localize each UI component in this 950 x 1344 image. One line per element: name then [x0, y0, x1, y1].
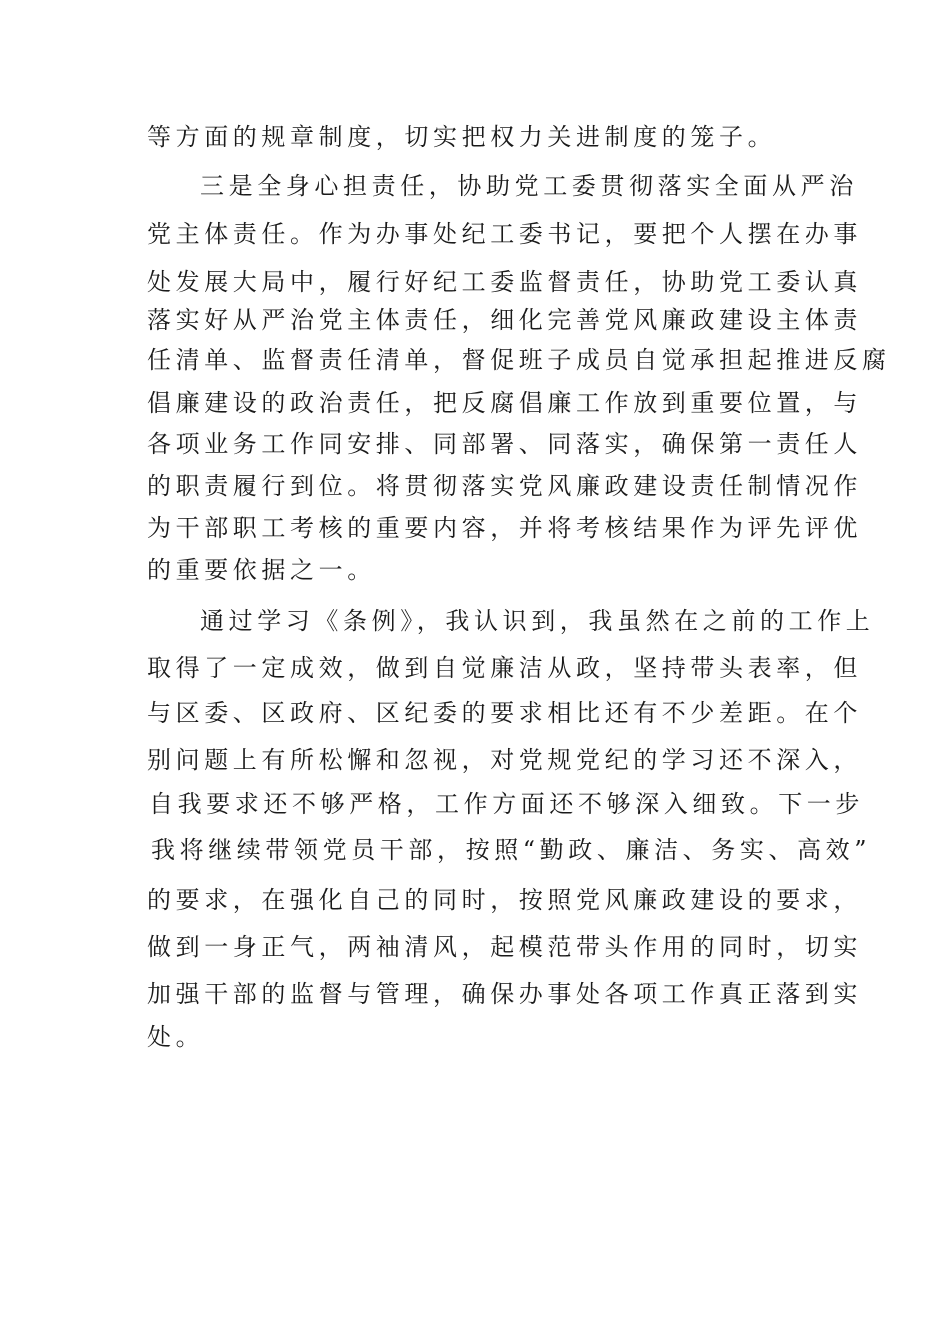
text-line: 各项业务工作同安排、同部署、同落实，确保第一责任人: [147, 430, 862, 458]
text-line: 任清单、监督责任清单，督促班子成员自觉承担起推进反腐: [147, 346, 891, 374]
text-line: 处发展大局中，履行好纪工委监督责任，协助党工委认真: [147, 268, 862, 296]
text-line: 落实好从严治党主体责任，细化完善党风廉政建设主体责: [147, 306, 862, 334]
paragraph-first-line: 三是全身心担责任，协助党工委贯彻落实全面从严治: [200, 172, 858, 200]
text-line: 自我要求还不够严格，工作方面还不够深入细致。下一步: [149, 790, 864, 818]
text-line: 倡廉建设的政治责任，把反腐倡廉工作放到重要位置，与: [147, 389, 862, 417]
text-line: 的职责履行到位。将贯彻落实党风廉政建设责任制情况作: [147, 472, 862, 500]
text-line: 等方面的规章制度，切实把权力关进制度的笼子。: [147, 123, 777, 151]
text-line: 为干部职工考核的重要内容，并将考核结果作为评先评优: [147, 514, 862, 542]
text-line: 与区委、区政府、区纪委的要求相比还有不少差距。在个: [147, 699, 862, 727]
text-line: 我将继续带领党员干部，按照“勤政、廉洁、务实、高效”: [151, 836, 872, 864]
text-line: 取得了一定成效，做到自觉廉洁从政，坚持带头表率，但: [147, 654, 862, 682]
text-line: 加强干部的监督与管理，确保办事处各项工作真正落到实: [147, 980, 862, 1008]
text-line: 的要求，在强化自己的同时，按照党风廉政建设的要求，: [147, 886, 862, 914]
text-line: 党主体责任。作为办事处纪工委书记，要把个人摆在办事: [147, 220, 862, 248]
text-line: 别问题上有所松懈和忽视，对党规党纪的学习还不深入，: [147, 746, 862, 774]
paragraph-first-line: 通过学习《条例》，我认识到，我虽然在之前的工作上: [200, 607, 875, 635]
text-line: 的重要依据之一。: [147, 556, 376, 584]
text-line: 处。: [147, 1023, 205, 1051]
text-line: 做到一身正气，两袖清风，起模范带头作用的同时，切实: [147, 933, 862, 961]
